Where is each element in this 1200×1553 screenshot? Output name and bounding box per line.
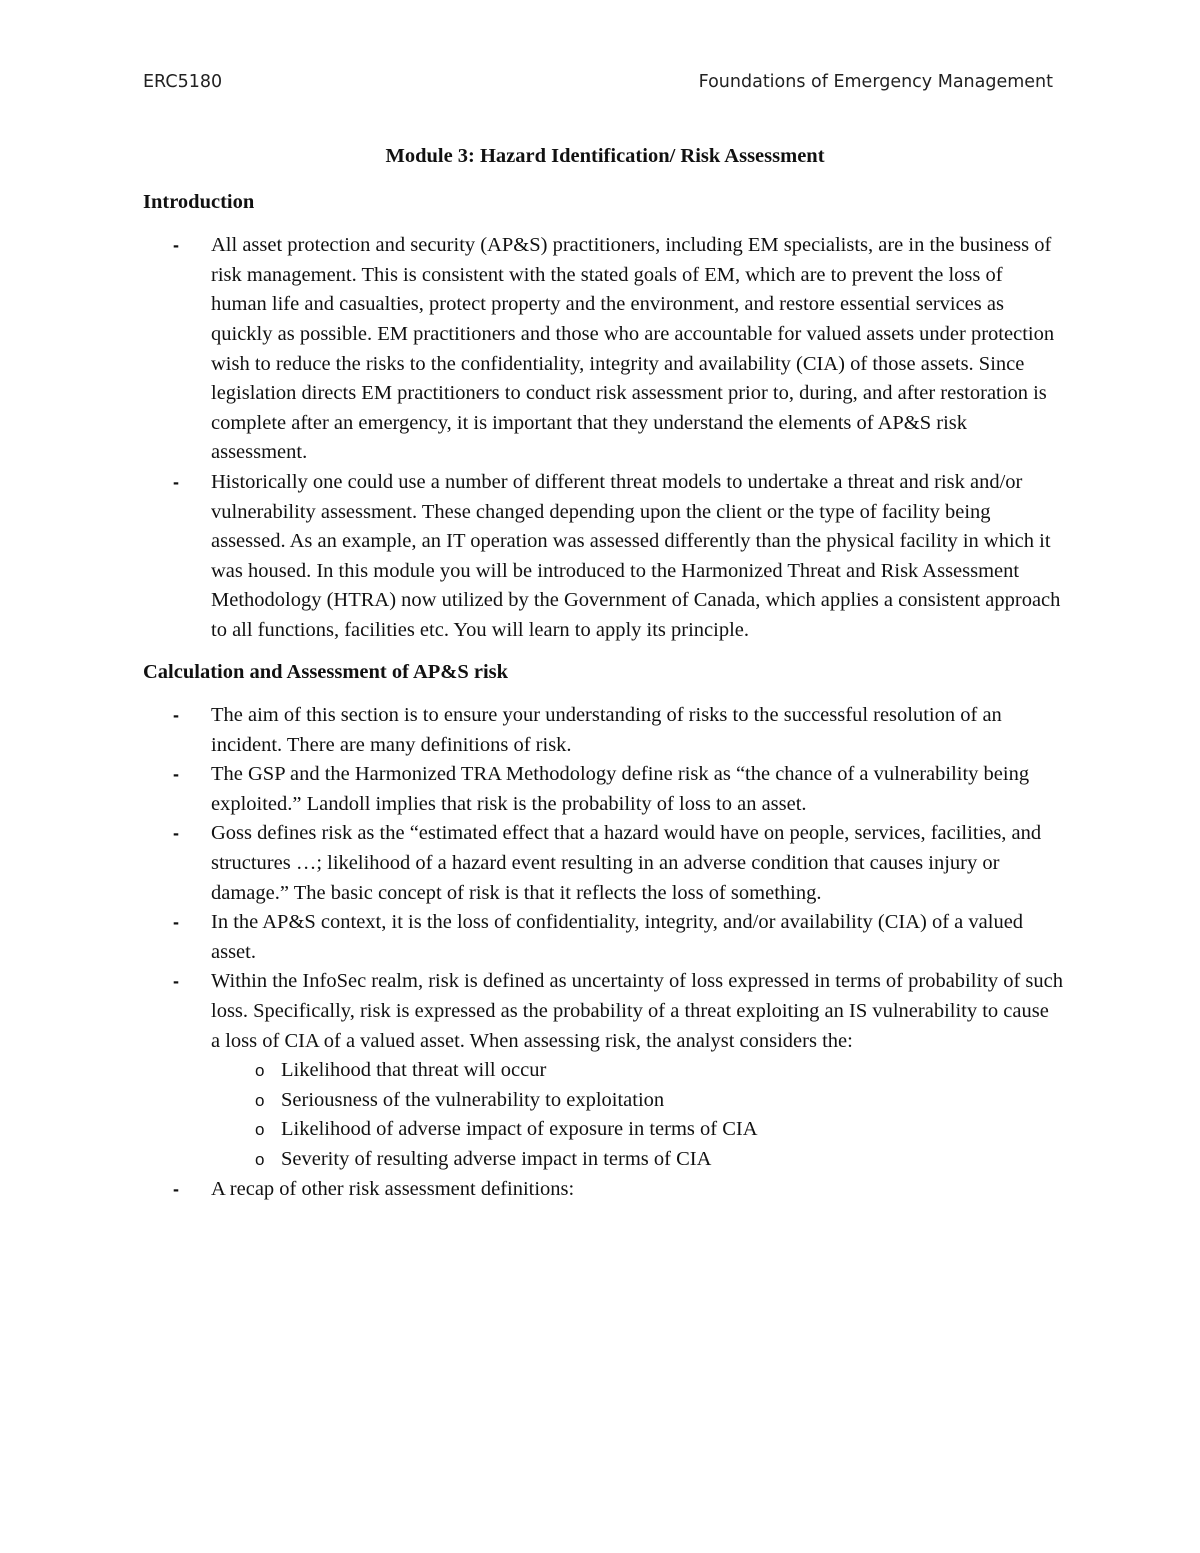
introduction-bullet-list bbox=[143, 231, 1063, 645]
list-item bbox=[143, 819, 1063, 908]
dash-bullet-icon: - bbox=[173, 764, 179, 785]
sub-list-item-text: Seriousness of the vulnerability to exploitation bbox=[281, 1088, 665, 1111]
list-item bbox=[143, 908, 1063, 967]
document-title: Module 3: Hazard Identification/ Risk Assessment bbox=[385, 145, 825, 167]
list-item-text: Historically one could use a number of different threat models to undertake a threat and risk and/or vulnerability assessment. These changed depending upon the client or the type of facility being assessed. As an example, an IT operation was assessed differently than the physical facility in which it was housed. In this module you will be introduced to the Harmonized Threat and Risk Assessment Methodology (HTRA) now utilized by the Government of Canada, which applies a consistent approach to all functions, facilities etc. You will learn to apply its principle. bbox=[211, 470, 1061, 641]
dash-bullet-icon: - bbox=[173, 1178, 179, 1199]
dash-bullet-icon: - bbox=[173, 971, 179, 992]
list-item bbox=[143, 701, 1063, 760]
list-item bbox=[143, 1175, 1063, 1205]
circle-bullet-icon: o bbox=[255, 1120, 265, 1140]
list-item-text: In the AP&S context, it is the loss of confidentiality, integrity, and/or availability (CIA) of a valued asset. bbox=[211, 911, 1024, 963]
dash-bullet-icon: - bbox=[173, 823, 179, 844]
dash-bullet-icon: - bbox=[173, 705, 179, 726]
section-heading-calculation: Calculation and Assessment of AP&S risk bbox=[143, 660, 509, 683]
list-item-text: All asset protection and security (AP&S) practitioners, including EM specialists, are in the business of risk management. This is consistent with the stated goals of EM, which are to prevent the loss of human life and casualties, protect property and the environment, and restore essential services as quickly as possible. EM practitioners and those who are accountable for valued assets under protection wish to reduce the risks to the confidentiality, integrity and availability (CIA) of those assets. Since legislation directs EM practitioners to conduct risk assessment prior to, during, and after restoration is complete after an emergency, it is important that they understand the elements of AP&S risk assessment. bbox=[211, 234, 1055, 464]
circle-bullet-icon: o bbox=[255, 1090, 265, 1110]
sub-list-item-text: Likelihood of adverse impact of exposure in terms of CIA bbox=[281, 1118, 758, 1141]
list-item bbox=[143, 231, 1063, 468]
sub-list-item-text: Likelihood that threat will occur bbox=[281, 1059, 547, 1082]
list-item-text: Within the InfoSec realm, risk is defined as uncertainty of loss expressed in terms of probability of such loss. Specifically, risk is expressed as the probability of a threat exploiting an IS vulnerability to cause a loss of CIA of a valued asset. When assessing risk, the analyst considers the: bbox=[211, 970, 1063, 1052]
section-heading-introduction: Introduction bbox=[143, 190, 255, 213]
sub-list-item bbox=[211, 1115, 1063, 1145]
calculation-bullet-list bbox=[143, 701, 1063, 1204]
list-item bbox=[143, 760, 1063, 819]
dash-bullet-icon: - bbox=[173, 471, 179, 492]
list-item-text: The aim of this section is to ensure your understanding of risks to the successful resolution of an incident. There are many definitions of risk. bbox=[211, 704, 1002, 756]
header-course-code: ERC5180 bbox=[143, 72, 223, 92]
risk-considerations-sublist bbox=[211, 1056, 1063, 1174]
sub-list-item bbox=[211, 1056, 1063, 1086]
list-item bbox=[143, 468, 1063, 646]
list-item bbox=[143, 967, 1063, 1174]
sub-list-item bbox=[211, 1086, 1063, 1116]
circle-bullet-icon: o bbox=[255, 1150, 265, 1169]
document-body bbox=[143, 142, 1063, 1204]
dash-bullet-icon: - bbox=[173, 912, 179, 933]
dash-bullet-icon: - bbox=[173, 235, 179, 256]
list-item-text: The GSP and the Harmonized TRA Methodology define risk as “the chance of a vulnerability being exploited.” Landoll implies that risk is the probability of loss to an asset. bbox=[211, 763, 1030, 815]
list-item-text: A recap of other risk assessment definitions: bbox=[211, 1177, 575, 1200]
sub-list-item bbox=[211, 1145, 1063, 1175]
list-item-text: Goss defines risk as the “estimated effect that a hazard would have on people, services, facilities, and structures …; likelihood of a hazard event resulting in an adverse condition that causes injury or damage.” The basic concept of risk is that it reflects the loss of something. bbox=[211, 822, 1042, 904]
header-course-title: Foundations of Emergency Management bbox=[698, 72, 1053, 92]
circle-bullet-icon: o bbox=[255, 1061, 265, 1081]
sub-list-item-text: Severity of resulting adverse impact in terms of CIA bbox=[281, 1148, 712, 1170]
